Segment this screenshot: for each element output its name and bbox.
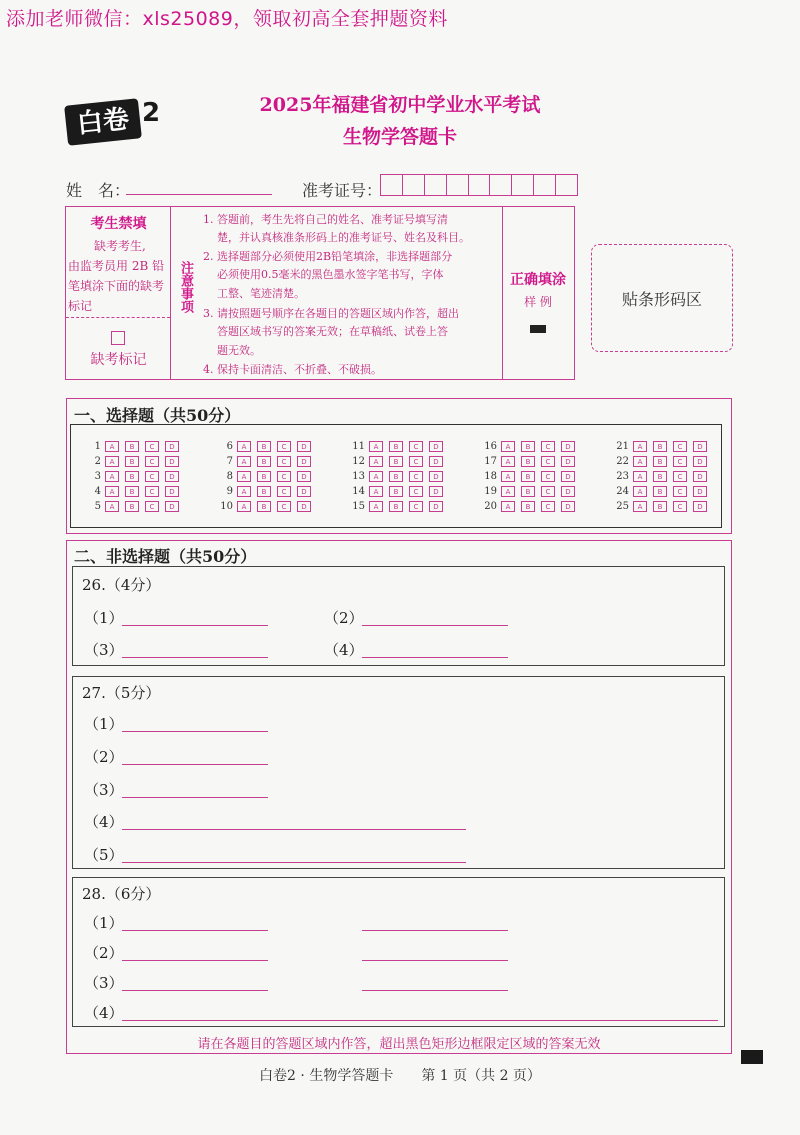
question-number: 12 (352, 455, 365, 467)
option-bubble[interactable]: B (389, 471, 403, 482)
badge-label: 白卷 (64, 98, 142, 146)
choice-row (213, 470, 317, 482)
option-bubble[interactable]: C (277, 471, 291, 482)
option-bubble[interactable]: A (633, 471, 647, 482)
option-bubble[interactable]: A (105, 486, 119, 497)
choice-row (81, 455, 185, 467)
option-bubble[interactable]: C (277, 501, 291, 512)
q26-title: 26.（4分） (82, 576, 161, 594)
option-bubble[interactable]: D (165, 486, 179, 497)
option-bubble[interactable]: D (561, 486, 575, 497)
option-bubble[interactable]: D (561, 501, 575, 512)
choice-row (609, 470, 713, 482)
name-label: 姓 名： (66, 181, 131, 200)
notice-line-1: 1. 答题前，考生先将自己的姓名、准考证号填写清 (203, 213, 448, 226)
option-bubble[interactable]: C (673, 501, 687, 512)
absent-title: 考生禁填 (90, 216, 147, 232)
question-number: 4 (94, 485, 101, 497)
q28-answer-2a[interactable] (122, 960, 268, 961)
id-digit-box[interactable] (425, 175, 447, 195)
q26-label-1: （1） (84, 609, 124, 627)
question-number: 5 (94, 500, 101, 512)
q26-label-3: （3） (84, 641, 124, 659)
option-bubble[interactable]: A (237, 441, 251, 452)
option-bubble[interactable]: A (369, 456, 383, 467)
q27-box (72, 676, 725, 869)
option-bubble[interactable]: C (673, 471, 687, 482)
option-bubble[interactable]: A (633, 486, 647, 497)
choice-row (609, 500, 713, 512)
choice-row (609, 440, 713, 452)
notice-line-4: 必须使用0.5毫米的黑色墨水签字笔书写，字体 (217, 268, 444, 281)
option-bubble[interactable]: A (237, 471, 251, 482)
option-bubble[interactable]: A (369, 486, 383, 497)
option-bubble[interactable]: C (673, 441, 687, 452)
option-bubble[interactable]: B (257, 456, 271, 467)
choice-row (81, 485, 185, 497)
option-bubble[interactable]: A (237, 501, 251, 512)
option-bubble[interactable]: B (653, 486, 667, 497)
option-bubble[interactable]: C (409, 456, 423, 467)
option-bubble[interactable]: B (521, 501, 535, 512)
question-number: 16 (484, 440, 497, 452)
choice-row (477, 470, 581, 482)
option-bubble[interactable]: A (501, 456, 515, 467)
question-number: 20 (484, 500, 497, 512)
q26-answer-1[interactable] (122, 625, 268, 626)
choice-row (345, 470, 449, 482)
option-bubble[interactable]: C (277, 486, 291, 497)
choice-row (213, 485, 317, 497)
option-bubble[interactable]: B (653, 441, 667, 452)
choice-row (81, 440, 185, 452)
q26-answer-3[interactable] (122, 657, 268, 658)
q27-label-2: （2） (84, 748, 124, 766)
option-bubble[interactable]: B (257, 471, 271, 482)
option-bubble[interactable]: C (541, 456, 555, 467)
option-bubble[interactable]: B (653, 501, 667, 512)
option-bubble[interactable]: C (409, 441, 423, 452)
question-number: 2 (94, 455, 101, 467)
id-digit-box[interactable] (534, 175, 556, 195)
option-bubble[interactable]: D (165, 471, 179, 482)
question-number: 1 (94, 440, 101, 452)
choice-row (81, 470, 185, 482)
option-bubble[interactable]: C (277, 456, 291, 467)
q27-label-3: （3） (84, 781, 124, 799)
option-bubble[interactable]: D (297, 456, 311, 467)
option-bubble[interactable]: D (693, 456, 707, 467)
notice-line-3: 2. 选择题部分必须使用2B铅笔填涂，非选择题部分 (203, 250, 453, 263)
question-number: 10 (220, 500, 233, 512)
question-number: 7 (226, 455, 233, 467)
q28-label-1: （1） (84, 914, 124, 932)
option-bubble[interactable]: C (145, 471, 159, 482)
option-bubble[interactable]: D (429, 471, 443, 482)
option-bubble[interactable]: B (389, 441, 403, 452)
question-number: 13 (352, 470, 365, 482)
q27-answer-3[interactable] (122, 797, 268, 798)
option-bubble[interactable]: C (673, 486, 687, 497)
choice-row (609, 455, 713, 467)
option-bubble[interactable]: A (369, 441, 383, 452)
choice-row (477, 485, 581, 497)
option-bubble[interactable]: C (277, 441, 291, 452)
q28-label-3: （3） (84, 974, 124, 992)
choice-row (345, 500, 449, 512)
choice-grid (70, 424, 722, 528)
option-bubble[interactable]: D (165, 501, 179, 512)
option-bubble[interactable]: D (429, 501, 443, 512)
q27-answer-2[interactable] (122, 764, 268, 765)
notice-line-8: 题无效。 (217, 344, 261, 357)
option-bubble[interactable]: B (125, 486, 139, 497)
option-bubble[interactable]: B (521, 471, 535, 482)
info-box (65, 206, 575, 380)
option-bubble[interactable]: D (297, 441, 311, 452)
option-bubble[interactable]: D (297, 501, 311, 512)
option-bubble[interactable]: B (389, 486, 403, 497)
option-bubble[interactable]: D (297, 471, 311, 482)
q28-answer-4[interactable] (122, 1020, 718, 1021)
id-digit-box[interactable] (381, 175, 403, 195)
q26-box (72, 566, 725, 666)
absent-text-4: 标记 (68, 299, 93, 313)
option-bubble[interactable]: A (237, 486, 251, 497)
q27-label-1: （1） (84, 715, 124, 733)
q27-answer-4[interactable] (122, 829, 466, 830)
answer-area-notice: 请在各题目的答题区域内作答，超出黑色矩形边框限定区域的答案无效 (197, 1037, 601, 1052)
page-footer: 白卷2 · 生物学答题卡 第 1 页（共 2 页） (259, 1068, 541, 1084)
id-digit-box[interactable] (556, 175, 577, 195)
name-field[interactable] (126, 194, 272, 195)
q26-answer-4[interactable] (362, 657, 508, 658)
absent-text-2: 由监考员用 2B 铅 (68, 259, 165, 273)
watermark-text: 添加老师微信：xls25089，领取初高全套押题资料 (6, 8, 448, 30)
sample-title: 正确填涂 (510, 272, 566, 288)
option-bubble[interactable]: A (105, 501, 119, 512)
choice-row (609, 485, 713, 497)
sample-filled-mark (530, 325, 546, 333)
q27-answer-1[interactable] (122, 731, 268, 732)
option-bubble[interactable]: B (125, 456, 139, 467)
option-bubble[interactable]: C (409, 501, 423, 512)
q27-label-5: （5） (84, 846, 124, 864)
exam-title: 2025年福建省初中学业水平考试 (259, 94, 541, 116)
option-bubble[interactable]: D (693, 471, 707, 482)
question-number: 8 (226, 470, 233, 482)
option-bubble[interactable]: A (105, 441, 119, 452)
option-bubble[interactable]: C (673, 456, 687, 467)
q26-label-4: （4） (324, 641, 364, 659)
notice-line-9: 4. 保持卡面清洁、不折叠、不破损。 (203, 363, 382, 376)
option-bubble[interactable]: A (501, 441, 515, 452)
option-bubble[interactable]: C (145, 486, 159, 497)
option-bubble[interactable]: C (145, 441, 159, 452)
option-bubble[interactable]: A (369, 471, 383, 482)
question-number: 22 (616, 455, 629, 467)
choice-row (477, 455, 581, 467)
option-bubble[interactable]: D (429, 441, 443, 452)
barcode-area: 贴条形码区 (591, 244, 733, 352)
option-bubble[interactable]: D (165, 456, 179, 467)
q26-label-2: （2） (324, 609, 364, 627)
question-number: 15 (352, 500, 365, 512)
absent-text-1: 缺考考生, (94, 239, 146, 253)
notice-line-7: 答题区域书写的答案无效；在草稿纸、试卷上答 (217, 325, 448, 338)
option-bubble[interactable]: D (693, 501, 707, 512)
question-number: 21 (616, 440, 629, 452)
notice-label: 注意事项 (178, 261, 193, 313)
section-nonchoice-title: 二、非选择题（共50分） (74, 547, 257, 566)
option-bubble[interactable]: A (501, 471, 515, 482)
option-bubble[interactable]: D (429, 456, 443, 467)
question-number: 9 (226, 485, 233, 497)
option-bubble[interactable]: D (429, 486, 443, 497)
option-bubble[interactable]: A (105, 471, 119, 482)
option-bubble[interactable]: D (561, 456, 575, 467)
absent-mark-label: 缺考标记 (90, 352, 147, 368)
section-choice-title: 一、选择题（共50分） (74, 406, 241, 425)
q28-answer-3b[interactable] (362, 990, 508, 991)
choice-row (213, 440, 317, 452)
sample-sub: 样 例 (524, 295, 552, 309)
option-bubble[interactable]: D (561, 441, 575, 452)
option-bubble[interactable]: C (541, 471, 555, 482)
card-title: 生物学答题卡 (342, 126, 457, 148)
option-bubble[interactable]: D (165, 441, 179, 452)
q28-title: 28.（6分） (82, 885, 161, 903)
id-digit-box[interactable] (447, 175, 469, 195)
question-number: 3 (94, 470, 101, 482)
question-number: 19 (484, 485, 497, 497)
alignment-marker (741, 1050, 763, 1064)
notice-panel (199, 207, 503, 379)
option-bubble[interactable]: A (633, 501, 647, 512)
q28-answer-2b[interactable] (362, 960, 508, 961)
option-bubble[interactable]: A (633, 441, 647, 452)
q27-title: 27.（5分） (82, 684, 161, 702)
option-bubble[interactable]: B (389, 501, 403, 512)
absent-panel (66, 207, 171, 379)
id-number-boxes[interactable] (380, 174, 578, 196)
option-bubble[interactable]: D (561, 471, 575, 482)
option-bubble[interactable]: C (145, 456, 159, 467)
choice-row (345, 485, 449, 497)
option-bubble[interactable]: B (389, 456, 403, 467)
q27-label-4: （4） (84, 813, 124, 831)
option-bubble[interactable]: C (541, 501, 555, 512)
option-bubble[interactable]: C (409, 486, 423, 497)
q28-box (72, 877, 725, 1027)
question-number: 24 (616, 485, 629, 497)
option-bubble[interactable]: B (125, 441, 139, 452)
option-bubble[interactable]: D (297, 486, 311, 497)
q28-label-2: （2） (84, 944, 124, 962)
choice-row (345, 440, 449, 452)
option-bubble[interactable]: A (237, 456, 251, 467)
question-number: 25 (616, 500, 629, 512)
question-number: 14 (352, 485, 365, 497)
id-label: 准考证号： (302, 181, 383, 200)
badge-number: 2 (142, 98, 161, 128)
option-bubble[interactable]: A (501, 501, 515, 512)
question-number: 18 (484, 470, 497, 482)
id-digit-box[interactable] (490, 175, 512, 195)
option-bubble[interactable]: C (541, 486, 555, 497)
option-bubble[interactable]: B (125, 501, 139, 512)
choice-row (345, 455, 449, 467)
notice-label-col (171, 207, 199, 379)
option-bubble[interactable]: B (653, 471, 667, 482)
option-bubble[interactable]: C (409, 471, 423, 482)
q28-answer-1b[interactable] (362, 930, 508, 931)
option-bubble[interactable]: A (369, 501, 383, 512)
absent-mark-box[interactable] (111, 331, 125, 345)
option-bubble[interactable]: B (653, 456, 667, 467)
question-number: 6 (226, 440, 233, 452)
id-digit-box[interactable] (512, 175, 534, 195)
option-bubble[interactable]: A (501, 486, 515, 497)
option-bubble[interactable]: D (693, 486, 707, 497)
option-bubble[interactable]: B (521, 456, 535, 467)
choice-row (477, 440, 581, 452)
q26-answer-2[interactable] (362, 625, 508, 626)
sample-panel (503, 207, 573, 379)
absent-text-3: 笔填涂下面的缺考 (68, 279, 165, 293)
option-bubble[interactable]: C (145, 501, 159, 512)
notice-line-5: 工整、笔迹清楚。 (217, 287, 305, 300)
notice-line-6: 3. 请按照题号顺序在各题目的答题区域内作答，超出 (203, 307, 459, 320)
option-bubble[interactable]: B (125, 471, 139, 482)
option-bubble[interactable]: D (693, 441, 707, 452)
notice-line-2: 楚，并认真核准条形码上的准考证号、姓名及科目。 (217, 231, 470, 244)
option-bubble[interactable]: C (541, 441, 555, 452)
option-bubble[interactable]: B (257, 501, 271, 512)
choice-row (81, 500, 185, 512)
q28-label-4: （4） (84, 1004, 124, 1022)
option-bubble[interactable]: A (633, 456, 647, 467)
divider (66, 317, 170, 318)
choice-row (477, 500, 581, 512)
q28-answer-1a[interactable] (122, 930, 268, 931)
choice-row (213, 455, 317, 467)
question-number: 23 (616, 470, 629, 482)
question-number: 11 (352, 440, 365, 452)
question-number: 17 (484, 455, 497, 467)
option-bubble[interactable]: B (257, 441, 271, 452)
option-bubble[interactable]: B (521, 441, 535, 452)
option-bubble[interactable]: B (521, 486, 535, 497)
choice-row (213, 500, 317, 512)
id-digit-box[interactable] (403, 175, 425, 195)
option-bubble[interactable]: B (257, 486, 271, 497)
q27-answer-5[interactable] (122, 862, 466, 863)
q28-answer-3a[interactable] (122, 990, 268, 991)
id-digit-box[interactable] (469, 175, 491, 195)
option-bubble[interactable]: A (105, 456, 119, 467)
